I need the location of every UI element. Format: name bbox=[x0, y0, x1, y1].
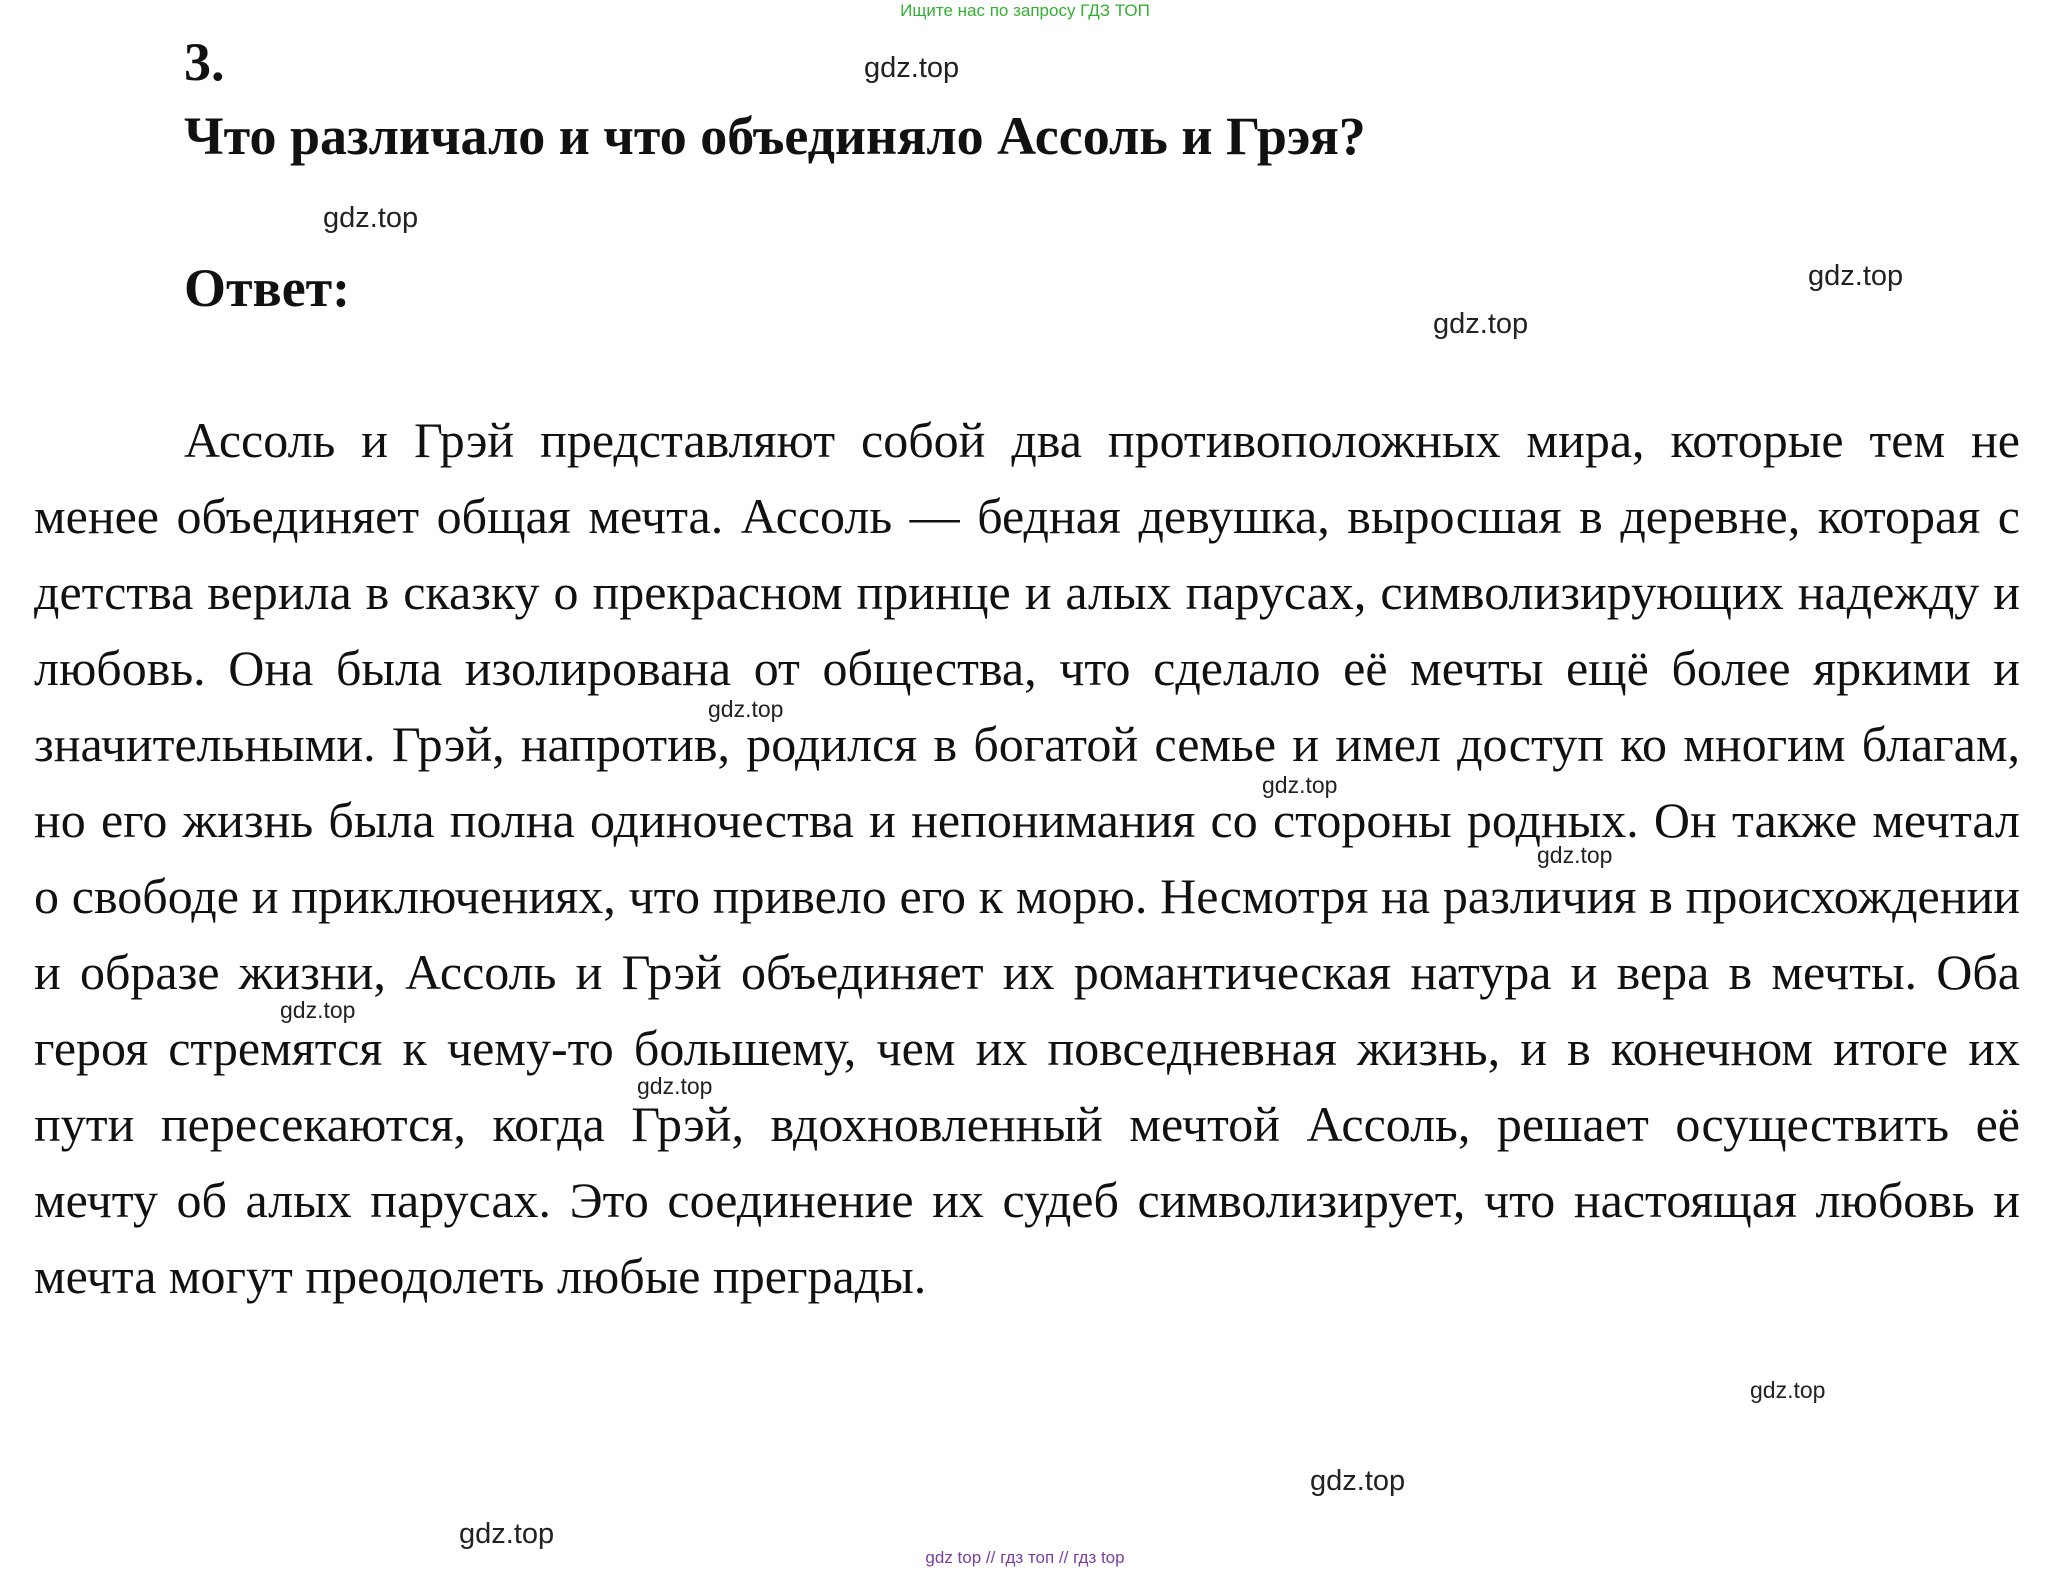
watermark: gdz.top bbox=[864, 52, 960, 84]
task-number: 3. bbox=[184, 32, 225, 92]
watermark: gdz.top bbox=[459, 1518, 555, 1550]
watermark: gdz.top bbox=[1310, 1465, 1406, 1497]
watermark: gdz.top bbox=[280, 997, 356, 1023]
watermark: gdz.top bbox=[1808, 260, 1904, 292]
question-heading: Что различало и что объединяло Ассоль и Грэя? bbox=[184, 106, 1366, 166]
answer-paragraph: Ассоль и Грэй представляют собой два противоположных мира, которые тем не менее объединяет общая мечта. Ассоль — бедная девушка, выросшая в деревне, которая с детства верила в сказку о прекрасном принце и алых парусах, символизирующих надежду и любовь. Она была изолирована от общества, что сделало её мечты ещё более яркими и значительными. Грэй, напротив, родился в богатой семье и имел доступ ко многим благам, но его жизнь была полна одиночества и непонимания со стороны родных. Он также мечтал о свободе и приключениях, что привело его к морю. Несмотря на различия в происхождении и образе жизни, Ассоль и Грэй объединяет их романтическая натура и вера в мечты. Оба героя стремятся к чему-то большему, чем их повседневная жизнь, и в конечном итоге их пути пересекаются, когда Грэй, вдохновленный мечтой Ассоль, решает осуществить её мечту об алых парусах. Это соединение их судеб символизирует, что настоящая любовь и мечта могут преодолеть любые преграды. bbox=[34, 412, 2020, 1304]
footer-watermark: gdz top // гдз топ // гдз top bbox=[925, 1548, 1125, 1567]
watermark: gdz.top bbox=[637, 1073, 713, 1099]
watermark: gdz.top bbox=[708, 696, 784, 722]
watermark: gdz.top bbox=[1262, 772, 1338, 798]
watermark: gdz.top bbox=[1750, 1377, 1826, 1403]
answer-label: Ответ: bbox=[184, 258, 351, 318]
watermark: gdz.top bbox=[1433, 308, 1529, 340]
watermark: gdz.top bbox=[1537, 842, 1613, 868]
watermark: gdz.top bbox=[323, 202, 419, 234]
top-banner: Ищите нас по запросу ГДЗ ТОП bbox=[900, 1, 1150, 20]
